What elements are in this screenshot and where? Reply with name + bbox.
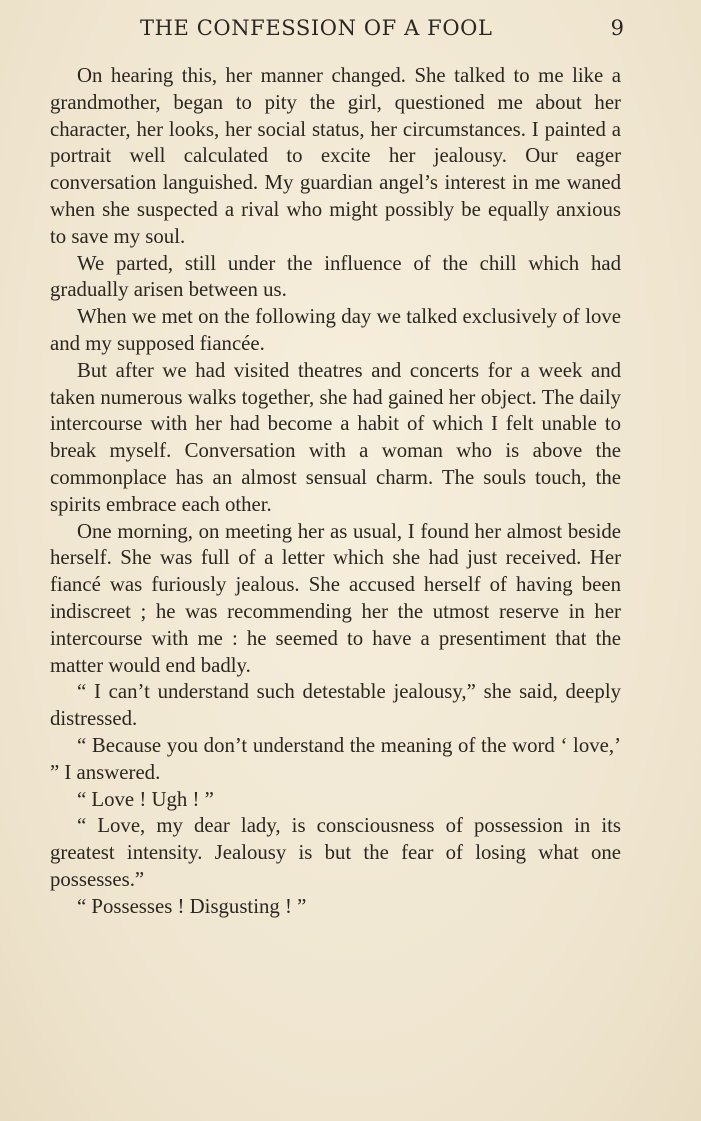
- paragraph: “ Love ! Ugh ! ”: [77, 787, 214, 811]
- paragraph: “ Possesses ! Disgusting ! ”: [77, 894, 307, 918]
- page-number: 9: [610, 16, 624, 40]
- body-text: [50, 63, 621, 921]
- paragraph: We parted, still under the influence of the chill which had gradually arisen between us.: [50, 251, 621, 302]
- paragraph: “ I can’t understand such detestable jealousy,” she said, deeply distressed.: [50, 680, 621, 731]
- paragraph: “ Love, my dear lady, is consciousness of possession in its greatest intensity. Jealousy is but the fear of losing what one possesses.”: [50, 814, 621, 891]
- paragraph: On hearing this, her manner changed. She talked to me like a grandmother, began to pity the girl, questioned me about her character, her looks, her social status, her circumstances. I painted a portrait well calculated to excite her jealousy. Our eager conversation languished. My guardian angel’s interest in me waned when she suspected a rival who might possibly be equally anxious to save my soul.: [50, 64, 621, 248]
- page-header: [0, 12, 701, 46]
- running-head: THE CONFESSION OF A FOOL: [140, 16, 493, 40]
- paragraph: When we met on the following day we talked exclusively of love and my supposed fiancée.: [50, 305, 621, 355]
- paragraph: One morning, on meeting her as usual, I found her almost beside herself. She was full of a letter which she had just received. Her fiancé was furiously jealous. She accused herself of having been indiscreet ; he was recommending her the utmost reserve in her intercourse with me : he seemed to have a presentiment that the matter would end badly.: [50, 519, 621, 677]
- paragraph: “ Because you don’t understand the meaning of the word ‘ love,’ ” I answered.: [50, 733, 621, 784]
- paragraph: But after we had visited theatres and concerts for a week and taken numerous walks together, she had gained her object. The daily intercourse with her had become a habit of which I felt unable to break myself. Conversation with a woman who is above the commonplace has an almost sensual charm. The souls touch, the spirits embrace each other.: [50, 358, 621, 516]
